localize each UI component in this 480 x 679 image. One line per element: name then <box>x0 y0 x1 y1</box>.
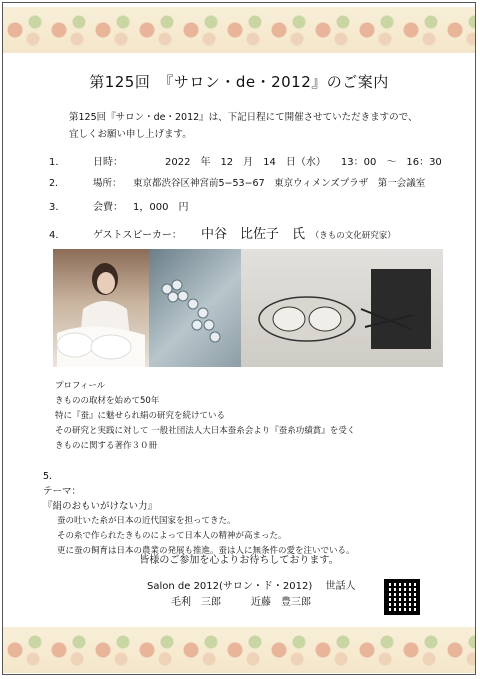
floral-border-top <box>3 7 475 53</box>
profile-line: 特に『蚕』に魅せられ絹の研究を続けている <box>55 411 226 421</box>
item-value: 東京都渋谷区神宮前5−53−67 東京ウィメンズプラザ 第一会議室 <box>133 178 426 189</box>
profile-line: きものの取材を始めて50年 <box>55 396 160 406</box>
theme-section <box>43 469 355 559</box>
item-number: 5． <box>43 471 59 482</box>
organizer-block <box>147 579 355 611</box>
item-fee <box>49 198 188 213</box>
item-label: 場所： <box>93 178 122 189</box>
profile-heading: プロフィール <box>55 381 106 391</box>
item-label: 日時： <box>93 157 123 168</box>
item-number: 1． <box>49 157 66 168</box>
flyer-page <box>2 2 476 675</box>
intro-text <box>69 109 418 143</box>
item-number: 4． <box>49 230 66 241</box>
theme-title: 『絹のおもいがけない力』 <box>43 501 158 512</box>
intro-line: 宜しくお願い申し上げます。 <box>69 129 192 140</box>
item-value: 1，000 円 <box>133 202 189 213</box>
silk-fiber-microscope-image <box>149 249 241 367</box>
profile-line: きものに関する著作３０冊 <box>55 441 158 451</box>
item-value: 2022 年 12 月 14 日（水） 13：00 ～ 16：30 <box>165 157 442 168</box>
speaker-name: 中谷 比佐子 氏 <box>201 227 306 242</box>
floral-border-bottom <box>3 627 475 673</box>
organizer-names: 毛利 三郎 近藤 豊三郎 <box>171 597 311 608</box>
speaker-profile <box>55 379 355 454</box>
organizer-line: Salon de 2012(サロン・ド・2012) 世話人 <box>147 581 356 592</box>
page-title: 第125回 『サロン・de・2012』のご案内 <box>89 73 389 91</box>
speaker-affiliation: （きもの文化研究家） <box>315 231 396 241</box>
qr-code[interactable] <box>384 579 420 615</box>
theme-heading <box>43 469 355 514</box>
profile-line: その研究と実践に対して 一般社団法人大日本蚕糸会より『蚕糸功績賞』を受く <box>55 426 356 436</box>
closing-message: 皆様のご参加を心よりお待ちしております。 <box>139 555 339 566</box>
item-label: 会費： <box>93 202 123 213</box>
theme-line: 更に蚕の飼育は日本の農業の発展も推進。蚕は人に無条件の愛を注いでいる。 <box>57 546 355 556</box>
intro-line: 第125回『サロン・de・2012』は、下記日程にて開催させていただきますので、 <box>69 112 418 123</box>
item-label: ゲストスピーカー： <box>93 230 182 241</box>
item-label: テーマ： <box>43 486 82 497</box>
item-speaker <box>49 223 396 242</box>
item-date <box>49 153 442 168</box>
theme-line: その糸で作られたきものによって日本人の精神が高まった。 <box>57 531 287 541</box>
item-number: 3． <box>49 202 66 213</box>
item-place <box>49 175 425 189</box>
theme-line: 蚕の吐いた糸が日本の近代国家を担ってきた。 <box>57 516 236 526</box>
item-number: 2． <box>49 178 65 189</box>
silk-diagram-image <box>241 249 443 367</box>
speaker-photo <box>53 249 149 367</box>
